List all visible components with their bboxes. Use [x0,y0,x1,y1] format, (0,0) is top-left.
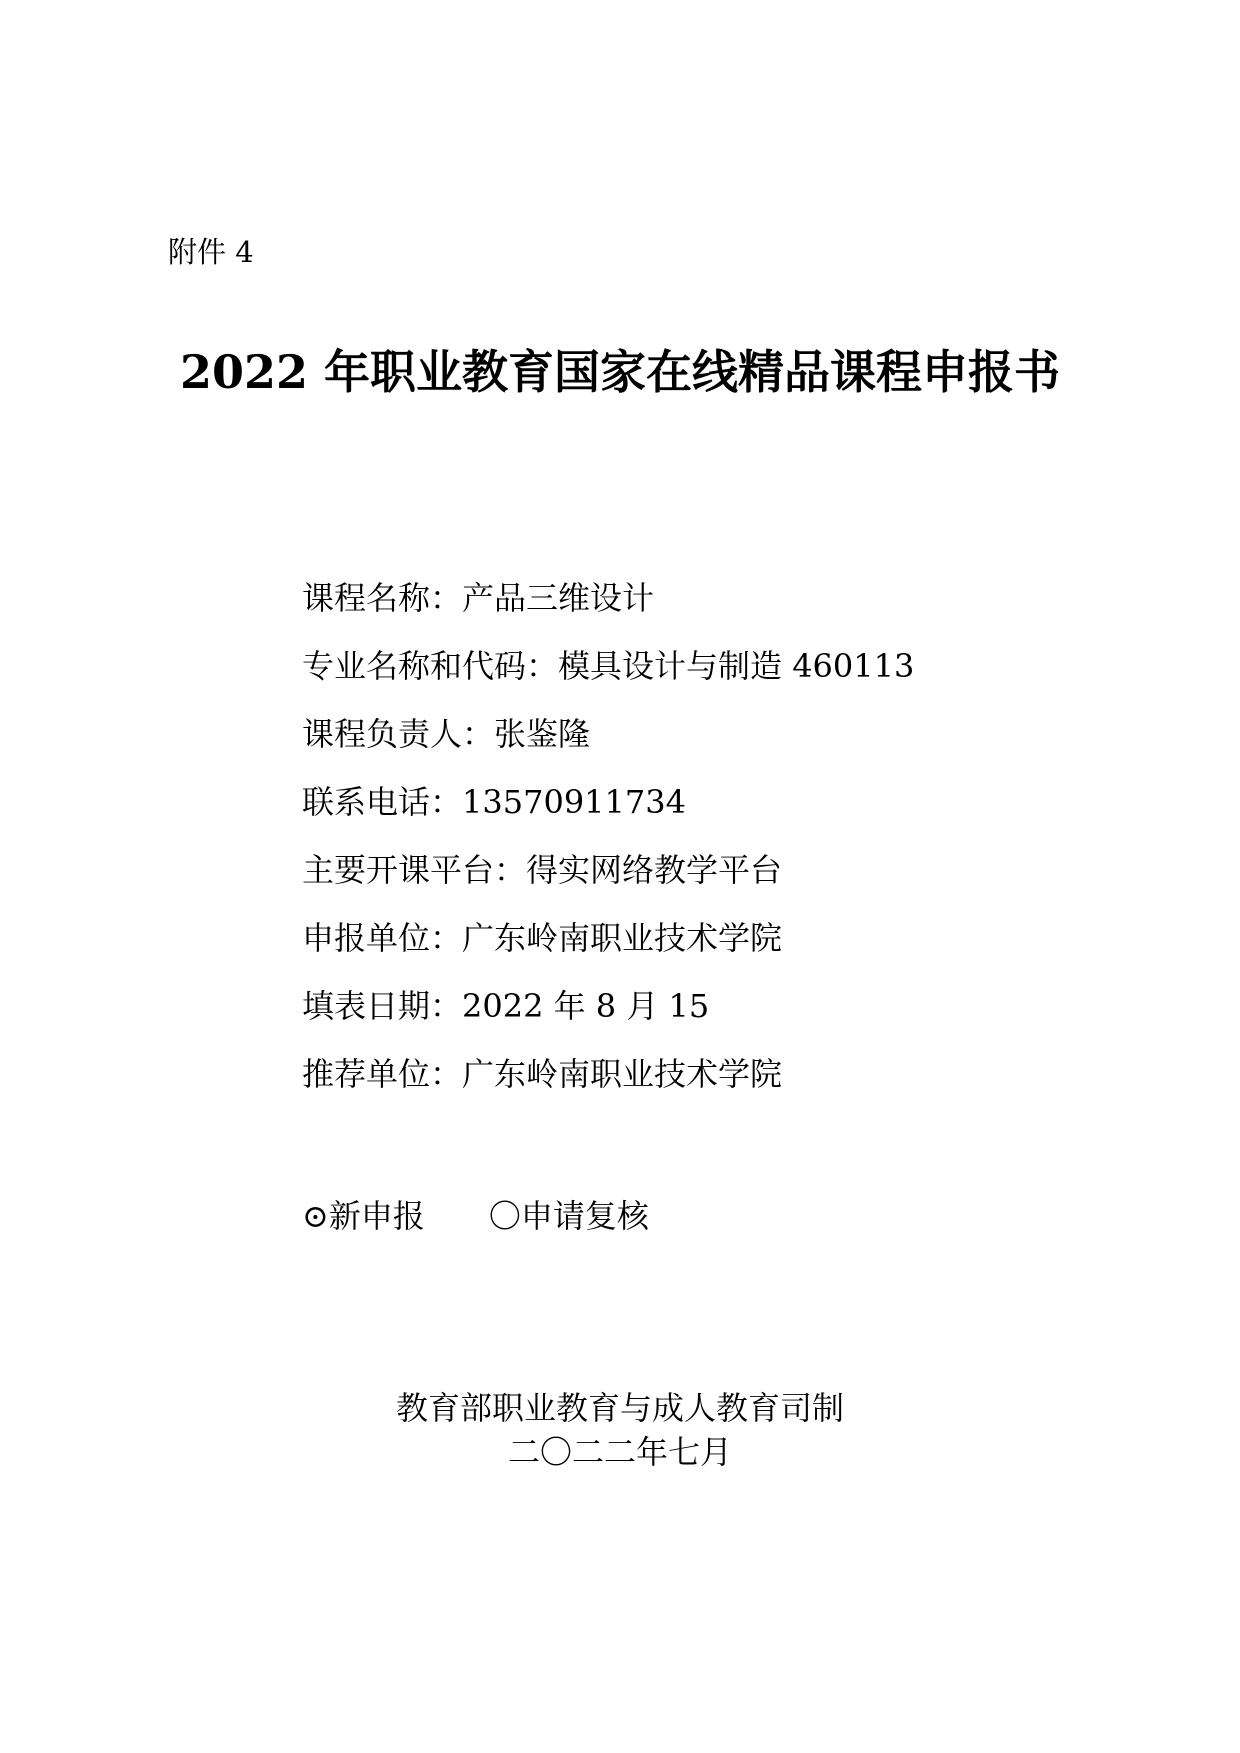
field-value: 模具设计与制造 460113 [558,647,915,685]
field-value: 2022 年 8 月 15 [462,987,710,1025]
option-review-application[interactable] [489,1196,649,1236]
issue-date: 二〇二二年七月 [507,1433,732,1471]
attachment-label: 附件 4 [168,235,254,269]
field-course-name [302,578,1202,646]
field-value: 13570911734 [462,783,686,821]
field-recommending-unit [302,1054,1202,1122]
field-phone [302,782,1202,850]
issuer-footer [0,1386,1240,1474]
field-value: 得实网络教学平台 [526,851,783,889]
application-type-options [302,1196,649,1236]
document-title: 2022 年职业教育国家在线精品课程申报书 [179,345,1061,399]
option-label: 申请复核 [520,1197,649,1235]
radio-empty-icon: 〇 [488,1197,521,1235]
option-new-application[interactable] [302,1196,425,1236]
field-value: 广东岭南职业技术学院 [462,919,783,957]
field-label: 推荐单位： [302,1055,463,1093]
field-label: 课程负责人： [302,715,495,753]
field-label: 专业名称和代码： [302,647,559,685]
radio-selected-icon: ⊙ [302,1197,329,1235]
field-fill-date [302,986,1202,1054]
field-value: 张鉴隆 [494,715,591,753]
field-label: 申报单位： [302,919,463,957]
field-platform [302,850,1202,918]
application-fields [302,578,1202,1122]
issuer-name: 教育部职业教育与成人教育司制 [395,1389,844,1427]
field-course-lead [302,714,1202,782]
field-value: 广东岭南职业技术学院 [462,1055,783,1093]
field-value: 产品三维设计 [462,579,655,617]
field-label: 主要开课平台： [302,851,527,889]
field-applicant-unit [302,918,1202,986]
option-label: 新申报 [328,1197,425,1235]
field-label: 课程名称： [302,579,463,617]
field-label: 填表日期： [302,987,463,1025]
field-major-code [302,646,1202,714]
field-label: 联系电话： [302,783,463,821]
